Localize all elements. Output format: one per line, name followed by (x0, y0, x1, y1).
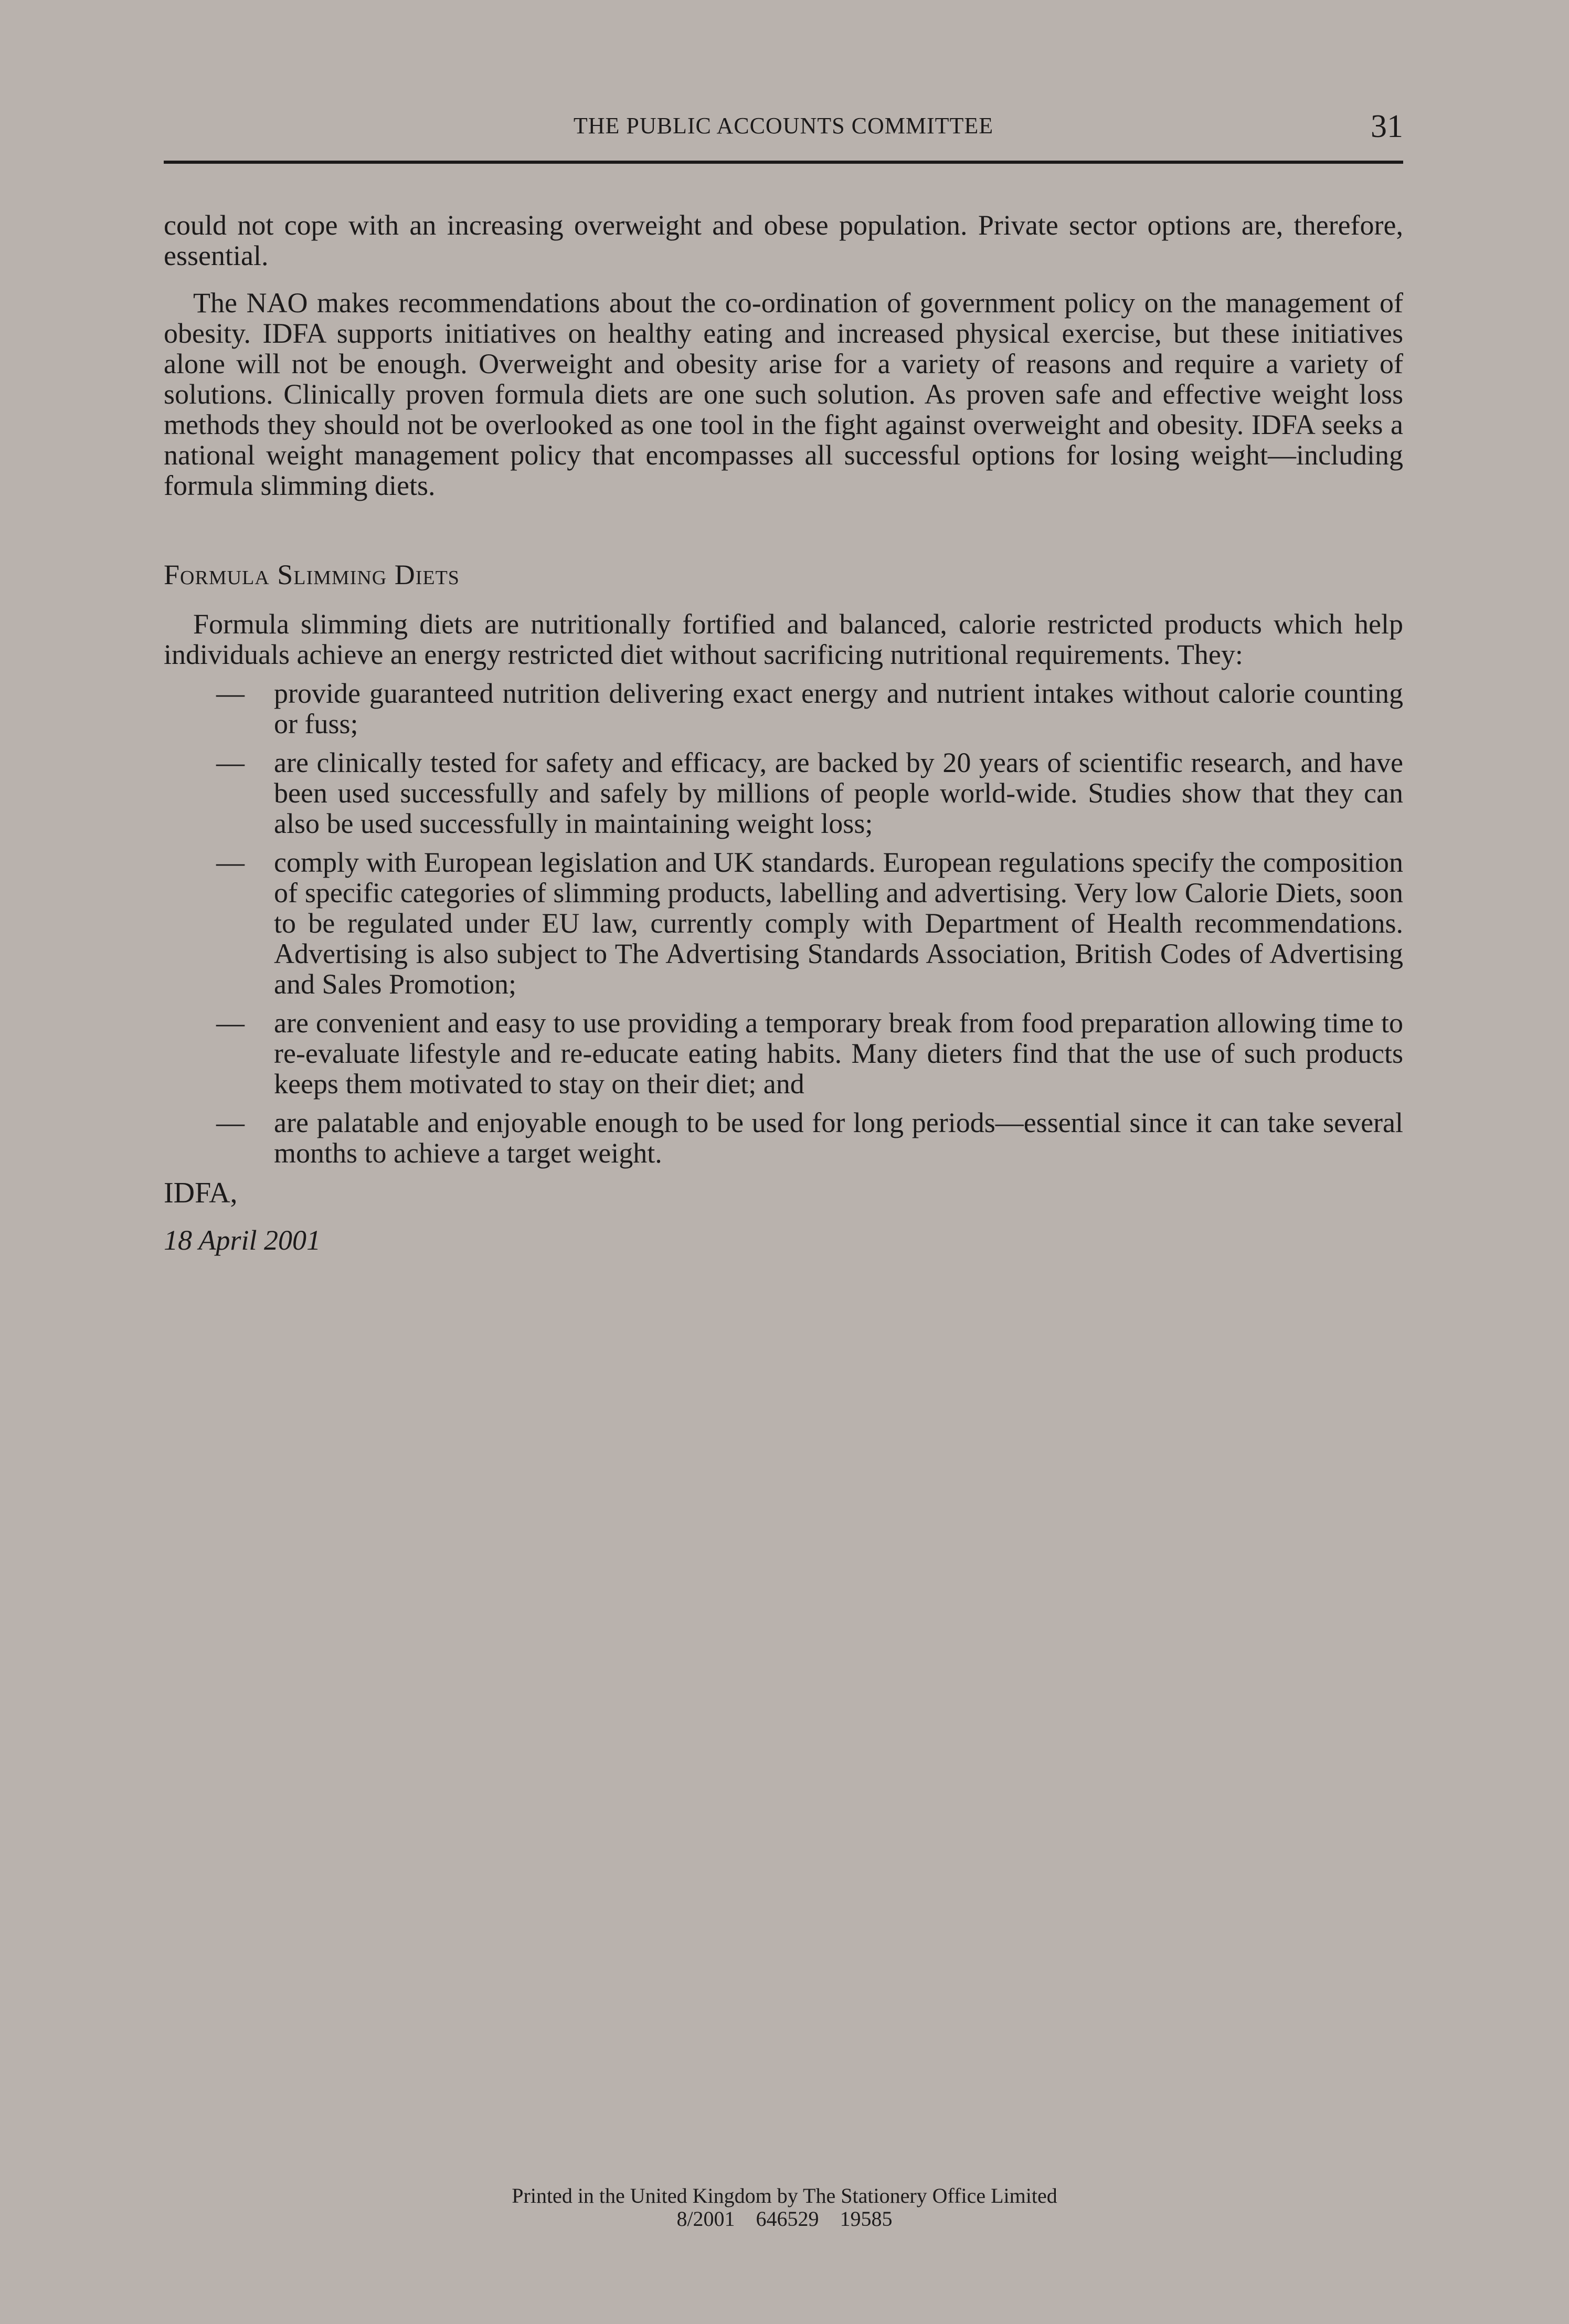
list-item-text: are convenient and easy to use providing a temporary break from food preparation allowing time to re-evaluate lifestyle and re-educate eating habits. Many dieters find that the use of such products keeps them motivated to stay on their diet; and (274, 1007, 1403, 1100)
list-item (164, 847, 1403, 999)
printer-line: Printed in the United Kingdom by The Stationery Office Limited (512, 2184, 1057, 2207)
dash-marker: — (216, 678, 245, 709)
section-heading: Formula Slimming Diets (164, 559, 460, 590)
printer-footer (0, 2184, 1569, 2231)
list-item (164, 1008, 1403, 1099)
dash-marker: — (216, 1107, 245, 1138)
dash-marker: — (216, 1007, 245, 1039)
header-rule (164, 161, 1403, 164)
body-text (164, 210, 1403, 1255)
list-item-text: are palatable and enjoyable enough to be used for long periods—essential since it can take several months to achieve a target weight. (274, 1107, 1403, 1169)
paragraph-nao-recommendations: The NAO makes recommendations about the co-ordination of government policy on the management of obesity. IDFA supports initiatives on healthy eating and increased physical exercise, but these initiatives alone will not be enough. Overweight and obesity arise for a variety of reasons and require a variety of solutions. Clinically proven formula diets are one such solution. As proven safe and effective weight loss methods they should not be overlooked as one tool in the fight against overweight and obesity. IDFA seeks a national weight management policy that encompasses all successful options for losing weight—including formula slimming diets. (164, 287, 1403, 501)
bullet-list (164, 678, 1403, 1168)
list-item (164, 747, 1403, 839)
paragraph-formula-diets: Formula slimming diets are nutritionally fortified and balanced, calorie restricted products which help individuals achieve an energy restricted diet without sacrificing nutritional requirements. They: (164, 608, 1403, 670)
list-item (164, 678, 1403, 739)
running-title: THE PUBLIC ACCOUNTS COMMITTEE (573, 113, 994, 139)
running-header (164, 109, 1403, 149)
list-item-text: provide guaranteed nutrition delivering exact energy and nutrient intakes without calorie counting or fuss; (274, 678, 1403, 740)
dash-marker: — (216, 747, 245, 778)
dash-marker: — (216, 847, 245, 878)
signature-date: 18 April 2001 (164, 1224, 321, 1256)
list-item (164, 1107, 1403, 1168)
list-item-text: are clinically tested for safety and efficacy, are backed by 20 years of scientific research, and have been used successfully and safely by millions of people world-wide. Studies show that they can also be used successfully in maintaining weight loss; (274, 747, 1403, 839)
list-item-text: comply with European legislation and UK standards. European regulations specify the composition of specific categories of slimming products, labelling and advertising. Very low Calorie Diets, soon to be regulated under EU law, currently comply with Department of Health recommendations. Advertising is also subject to The Advertising Standards Association, British Codes of Advertising and Sales Promotion; (274, 847, 1403, 1000)
signature: IDFA, (164, 1177, 238, 1209)
print-code-line: 8/2001 646529 19585 (676, 2207, 893, 2231)
paragraph-continued: could not cope with an increasing overweight and obese population. Private sector options are, therefore, essential. (164, 209, 1403, 271)
page-number: 31 (1371, 109, 1403, 144)
